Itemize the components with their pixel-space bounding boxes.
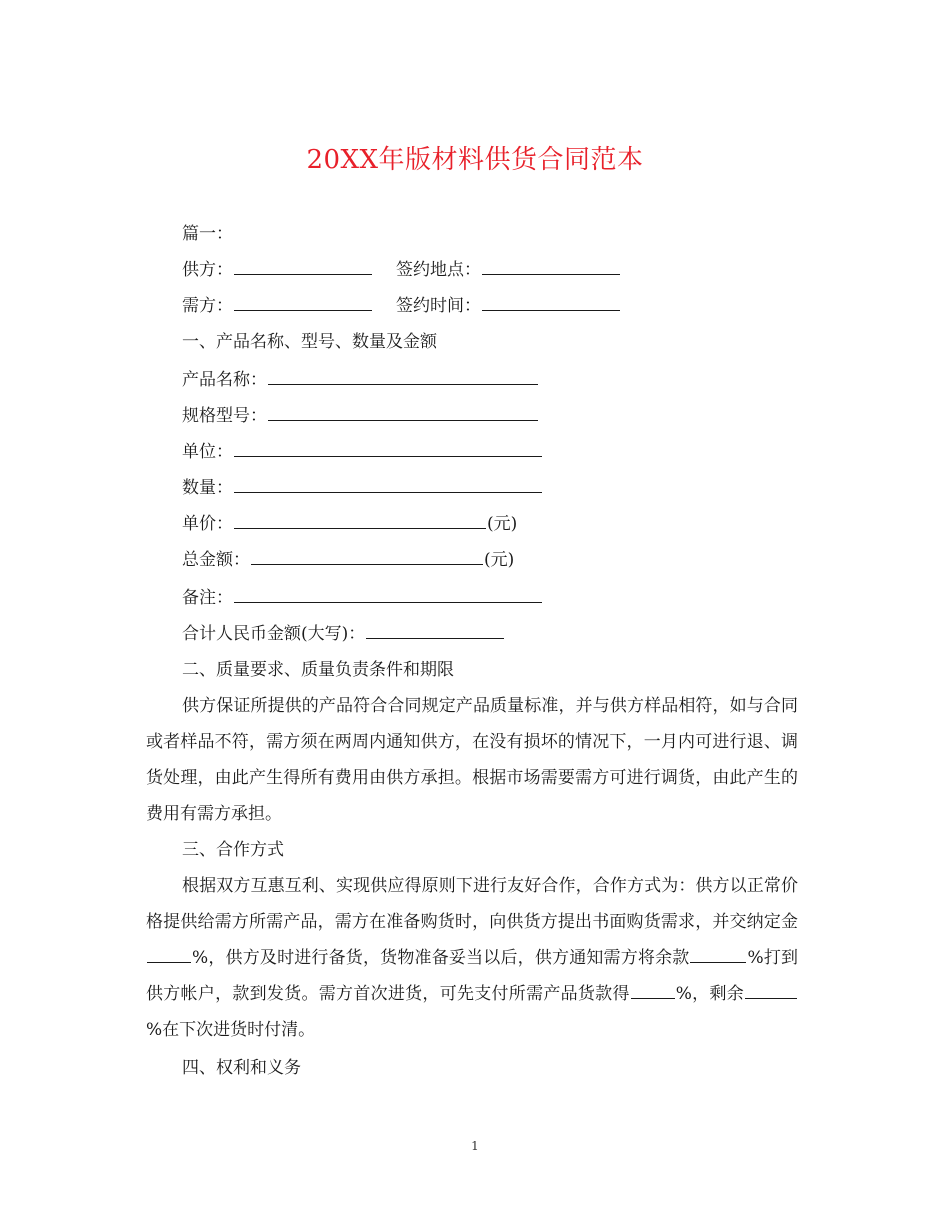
sign-time-label: 签约时间： <box>396 296 481 316</box>
quantity-label: 数量： <box>182 478 233 498</box>
unit-row <box>182 440 543 464</box>
section3-text-d: %，剩余 <box>675 984 745 1004</box>
section3-text-c: %打到供方帐户，款到发货。需方首次进货，可先支付所需产品货款得 <box>146 948 799 1004</box>
part-heading: 篇一： <box>182 224 233 244</box>
product-name-blank <box>268 368 538 385</box>
total-label: 总金额： <box>182 550 250 570</box>
section3-paragraph <box>146 868 798 1048</box>
balance-blank <box>690 946 746 963</box>
buyer-blank <box>234 294 372 311</box>
section1-heading: 一、产品名称、型号、数量及金额 <box>182 332 437 352</box>
unit-price-currency: (元) <box>487 514 518 534</box>
spec-blank <box>268 404 538 421</box>
total-row <box>182 548 514 572</box>
rmb-total-label: 合计人民币金额(大写)： <box>182 624 366 644</box>
section2-paragraph <box>146 688 798 832</box>
section2-text: 供方保证所提供的产品符合合同规定产品质量标准，并与供方样品相符，如与合同或者样品不符，需方须在两周内通知供方，在没有损坏的情况下，一月内可进行退、调货处理，由此产生得所有费用由供方承担。根据市场需要需方可进行调货，由此产生的费用有需方承担。 <box>146 696 798 824</box>
rmb-total-row <box>182 622 505 646</box>
section2-heading: 二、质量要求、质量负责条件和期限 <box>182 660 454 680</box>
rmb-total-blank <box>366 622 504 639</box>
product-name-row <box>182 368 539 392</box>
sign-time-blank <box>482 294 620 311</box>
unit-price-blank <box>234 512 486 529</box>
deposit-blank <box>147 946 191 963</box>
section3-text-b: %，供方及时进行备货，货物准备妥当以后，供方通知需方将余款 <box>192 948 690 968</box>
supplier-row <box>182 258 802 282</box>
total-currency: (元) <box>484 550 515 570</box>
unit-blank <box>234 440 542 457</box>
page-number: 1 <box>471 1139 479 1153</box>
remark-label: 备注： <box>182 588 233 608</box>
unit-price-row <box>182 512 517 536</box>
quantity-row <box>182 476 543 500</box>
section3-text-e: %在下次进货时付清。 <box>146 1020 316 1040</box>
remaining-blank <box>745 982 797 999</box>
first-payment-blank <box>631 982 675 999</box>
section3-heading: 三、合作方式 <box>182 840 284 860</box>
supplier-blank <box>234 258 372 275</box>
section4-heading: 四、权利和义务 <box>182 1058 301 1078</box>
quantity-blank <box>234 476 542 493</box>
buyer-label: 需方： <box>182 296 233 316</box>
product-name-label: 产品名称： <box>182 370 267 390</box>
buyer-row <box>182 294 802 318</box>
remark-blank <box>234 586 542 603</box>
document-title: 20XX年版材料供货合同范本 <box>306 145 644 175</box>
supplier-label: 供方： <box>182 260 233 280</box>
unit-price-label: 单价： <box>182 514 233 534</box>
unit-label: 单位： <box>182 442 233 462</box>
remark-row <box>182 586 543 610</box>
spec-label: 规格型号： <box>182 406 267 426</box>
sign-place-blank <box>482 258 620 275</box>
total-blank <box>251 548 483 565</box>
sign-place-label: 签约地点： <box>396 260 481 280</box>
spec-row <box>182 404 539 428</box>
section3-text-a: 根据双方互惠互利、实现供应得原则下进行友好合作，合作方式为：供方以正常价格提供给需方所需产品，需方在准备购货时，向供货方提出书面购货需求，并交纳定金 <box>146 876 798 932</box>
